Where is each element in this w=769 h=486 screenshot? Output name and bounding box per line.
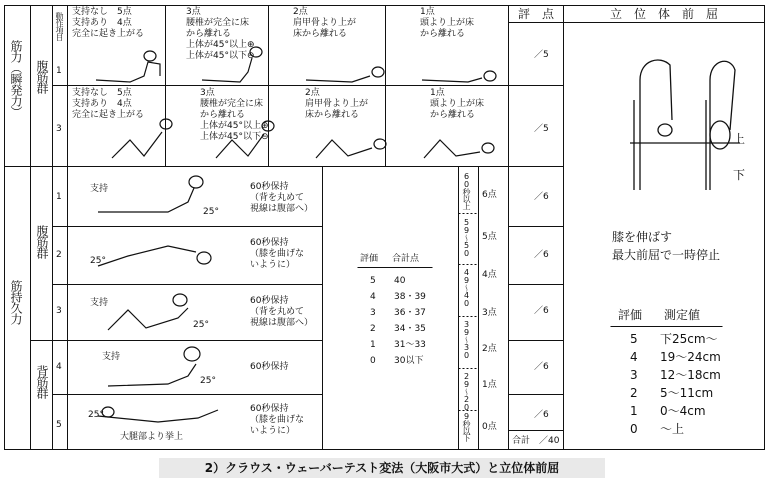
total-row-eval: 0 [370, 356, 376, 366]
standing-row-eval: 2 [630, 386, 638, 400]
total-score: 合計 ／40 [512, 436, 560, 446]
endurance-score: ／6 [534, 306, 549, 316]
seconds-range: 49〜40 [462, 268, 471, 307]
seconds-points: 3点 [482, 308, 497, 318]
situp-figure [52, 6, 508, 166]
endurance-desc: 60秒保持 （背を丸めて 視線は腹部へ） [250, 182, 314, 214]
strength-cell-text: 1点 頭より上が床 から離れる [420, 7, 475, 39]
standing-header: 立 位 体 前 屈 [610, 7, 719, 21]
total-row-eval: 5 [370, 276, 376, 286]
abdominal-label: 腹筋群 [35, 60, 49, 93]
standing-up-label: 上 [733, 132, 746, 146]
seconds-points: 6点 [482, 190, 497, 200]
item-header: 動作項目 [55, 12, 64, 40]
standing-row-value: 〜上 [660, 422, 685, 436]
endurance-figure [68, 168, 248, 448]
total-row-eval: 4 [370, 292, 376, 302]
standing-bend-figure [590, 40, 750, 190]
total-row-sum: 38・39 [394, 292, 426, 302]
endurance-angle: 25° [90, 256, 106, 266]
strength-cell-text: 2点 肩甲骨より上が 床から離れる [305, 88, 369, 120]
standing-header-value: 測定値 [664, 308, 701, 322]
endurance-support-label: 支持 [90, 184, 109, 194]
standing-row-value: 0〜4cm [660, 404, 706, 418]
total-row-sum: 40 [394, 276, 406, 286]
strength-row-num: 3 [56, 124, 62, 134]
standing-row-value: 下25cm〜 [660, 332, 718, 346]
strength-score: ／5 [534, 50, 549, 60]
endurance-desc: 60秒保持 （膝を曲げな いように） [250, 238, 305, 270]
endurance-score: ／6 [534, 250, 549, 260]
strength-cell-text: 3点 腰椎が完全に床 から離れる 上体が45°以上⊕ 上体が45°以下⊖ [186, 7, 255, 61]
seconds-points: 2点 [482, 344, 497, 354]
endurance-score: ／6 [534, 362, 549, 372]
endurance-row-num: 5 [56, 420, 62, 430]
total-row-eval: 1 [370, 340, 376, 350]
strength-cell-text: 支持なし 5点 支持あり 4点 完全に起き上がる [72, 7, 145, 39]
total-row-sum: 31〜33 [394, 340, 426, 350]
endurance-row-num: 2 [56, 250, 62, 260]
standing-row-eval: 0 [630, 422, 638, 436]
seconds-points: 4点 [482, 270, 497, 280]
total-header-eval: 評価 [360, 254, 379, 264]
strength-row-num: 1 [56, 66, 62, 76]
endurance-score: ／6 [534, 410, 549, 420]
score-header: 評 点 [518, 7, 555, 21]
total-row-eval: 3 [370, 308, 376, 318]
seconds-range: 60秒以上 [462, 172, 471, 209]
standing-row-value: 5〜11cm [660, 386, 714, 400]
seconds-range: 29〜20 [462, 372, 471, 411]
standing-note: 膝を伸ばす 最大前屈で一時停止 [612, 230, 721, 262]
endurance-row-num: 1 [56, 192, 62, 202]
back-label: 背筋群 [35, 365, 49, 398]
seconds-range: 39〜30 [462, 320, 471, 359]
endurance-score: ／6 [534, 192, 549, 202]
figure-caption: 2）クラウス・ウェーバーテスト変法（大阪市大式）と立位体前屈 [159, 458, 605, 478]
endurance-angle: 25° [200, 376, 216, 386]
strength-label: 筋力（瞬発力） [9, 40, 23, 117]
seconds-points: 5点 [482, 232, 497, 242]
seconds-range: 59〜50 [462, 218, 471, 257]
strength-cell-text: 3点 腰椎が完全に床 から離れる 上体が45°以上⊕ 上体が45°以下⊖ [200, 88, 269, 142]
total-row-eval: 2 [370, 324, 376, 334]
strength-cell-text: 支持なし 5点 支持あり 4点 完全に起き上がる [72, 88, 145, 120]
standing-row-value: 19〜24cm [660, 350, 721, 364]
standing-row-eval: 3 [630, 368, 638, 382]
strength-cell-text: 1点 頭より上が床 から離れる [430, 88, 485, 120]
endurance-support-label: 支持 [90, 298, 109, 308]
total-row-sum: 36・37 [394, 308, 426, 318]
endurance-angle: 25° [203, 207, 219, 217]
standing-row-eval: 1 [630, 404, 638, 418]
endurance-lift-label: 大腿部より挙上 [120, 432, 184, 442]
standing-down-label: 下 [733, 168, 746, 182]
standing-row-value: 12〜18cm [660, 368, 721, 382]
strength-score: ／5 [534, 124, 549, 134]
endurance-desc: 60秒保持 （膝を曲げな いように） [250, 404, 305, 436]
endurance-angle: 25° [193, 320, 209, 330]
total-header-sum: 合計点 [392, 254, 420, 264]
standing-header-eval: 評価 [618, 308, 643, 322]
endurance-support-label: 支持 [102, 352, 121, 362]
standing-row-eval: 4 [630, 350, 638, 364]
endurance-row-num: 4 [56, 362, 62, 372]
endurance-label: 筋持久力 [9, 280, 23, 324]
standing-row-eval: 5 [630, 332, 638, 346]
abdominal2-label: 腹筋群 [35, 225, 49, 258]
total-row-sum: 34・35 [394, 324, 426, 334]
seconds-points: 1点 [482, 380, 497, 390]
endurance-row-num: 3 [56, 306, 62, 316]
strength-cell-text: 2点 肩甲骨より上が 床から離れる [293, 7, 357, 39]
seconds-range: 9秒以下 [462, 412, 471, 441]
seconds-points: 0点 [482, 422, 497, 432]
endurance-desc: 60秒保持 （背を丸めて 視線は腹部へ） [250, 296, 314, 328]
endurance-angle: 25° [88, 410, 104, 420]
endurance-desc: 60秒保持 [250, 362, 289, 372]
total-row-sum: 30以下 [394, 356, 424, 366]
